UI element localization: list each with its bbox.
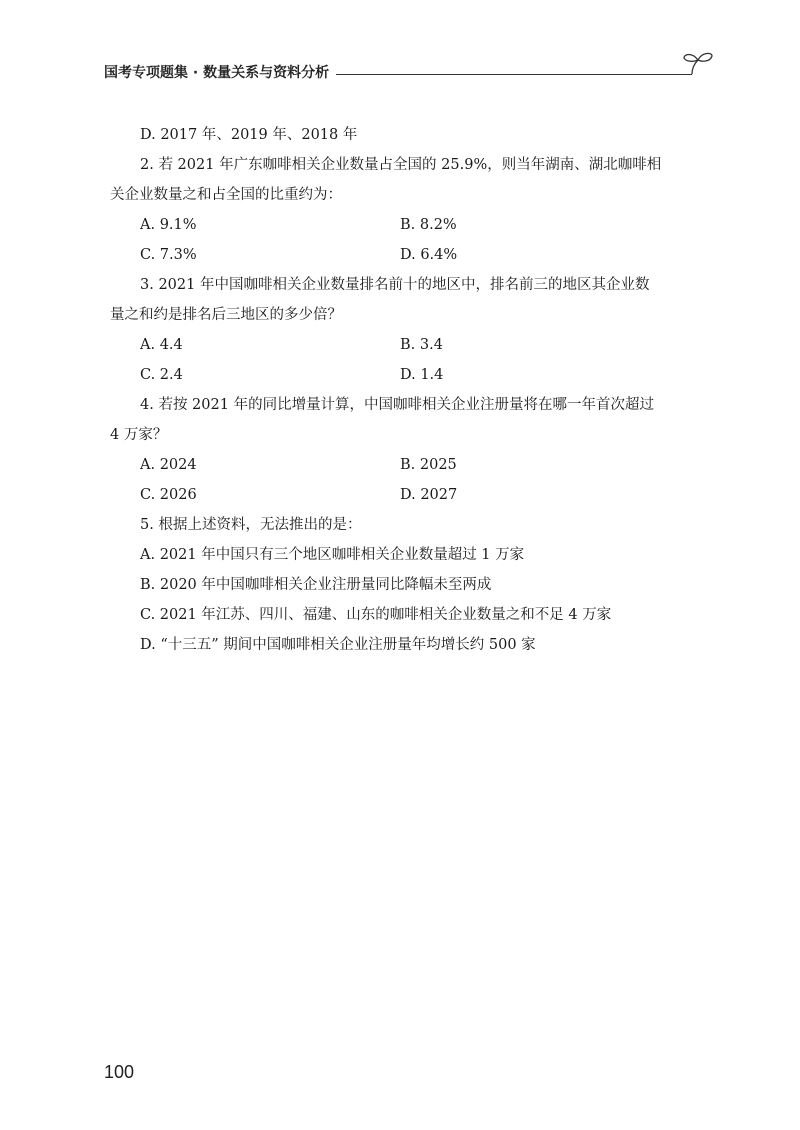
running-header bbox=[104, 58, 714, 88]
q5-stem-line-1: 5. 根据上述资料，无法推出的是： bbox=[140, 517, 362, 533]
q5-option-c: C. 2021 年江苏、四川、福建、山东的咖啡相关企业数量之和不足 4 万家 bbox=[140, 607, 612, 623]
header-title: 国考专项题集 · 数量关系与资料分析 bbox=[104, 65, 330, 81]
q5-option-a: A. 2021 年中国只有三个地区咖啡相关企业数量超过 1 万家 bbox=[140, 547, 525, 563]
q4-stem-line-1: 4. 若按 2021 年的同比增量计算，中国咖啡相关企业注册量将在哪一年首次超过 bbox=[140, 397, 655, 413]
q4-stem-line-2: 4 万家？ bbox=[110, 427, 168, 443]
q4-option-c: C. 2026 bbox=[140, 487, 197, 503]
q3-stem-line-2: 量之和约是排名后三地区的多少倍？ bbox=[110, 307, 342, 323]
q2-stem-line-1: 2. 若 2021 年广东咖啡相关企业数量占全国的 25.9%，则当年湖南、湖北咖啡相 bbox=[140, 157, 662, 173]
q3-option-c: C. 2.4 bbox=[140, 367, 183, 383]
q2-option-c: C. 7.3% bbox=[140, 247, 197, 263]
q3-stem-line-1: 3. 2021 年中国咖啡相关企业数量排名前十的地区中，排名前三的地区其企业数 bbox=[140, 277, 650, 293]
q3-options-row-1 bbox=[140, 330, 700, 360]
q2-stem-line-2: 关企业数量之和占全国的比重约为： bbox=[110, 187, 342, 203]
q5-option-b: B. 2020 年中国咖啡相关企业注册量同比降幅未至两成 bbox=[140, 577, 492, 593]
q3-option-d: D. 1.4 bbox=[400, 367, 444, 383]
q3-option-b: B. 3.4 bbox=[400, 337, 443, 353]
q4-option-a: A. 2024 bbox=[140, 457, 197, 473]
header-rule bbox=[336, 74, 692, 75]
sprout-icon bbox=[678, 48, 718, 80]
q4-options-row-1 bbox=[140, 450, 700, 480]
q2-option-d: D. 6.4% bbox=[400, 247, 458, 263]
q3-options-row-2 bbox=[140, 360, 700, 390]
q3-option-a: A. 4.4 bbox=[140, 337, 183, 353]
q2-options-row-2 bbox=[140, 240, 700, 270]
question-content bbox=[110, 120, 700, 660]
q5-option-d: D. “十三五” 期间中国咖啡相关企业注册量年均增长约 500 家 bbox=[140, 637, 536, 653]
q4-options-row-2 bbox=[140, 480, 700, 510]
q1-option-d: D. 2017 年、2019 年、2018 年 bbox=[140, 127, 358, 143]
page-number: 100 bbox=[104, 1062, 135, 1082]
q2-option-a: A. 9.1% bbox=[140, 217, 197, 233]
q2-options-row-1 bbox=[140, 210, 700, 240]
q4-option-d: D. 2027 bbox=[400, 487, 458, 503]
q2-option-b: B. 8.2% bbox=[400, 217, 457, 233]
q4-option-b: B. 2025 bbox=[400, 457, 457, 473]
